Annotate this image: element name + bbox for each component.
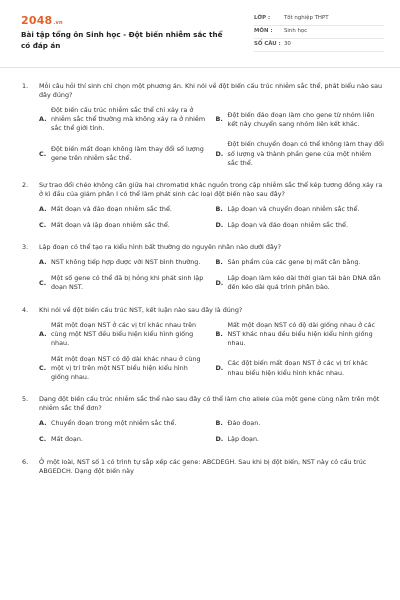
- option-a[interactable]: [39, 205, 208, 214]
- meta-value: Tốt nghiệp THPT: [284, 15, 329, 22]
- option-text: Đột biến mất đoạn không làm thay đổi số lượng gene trên nhiễm sắc thể.: [51, 145, 204, 163]
- option-key: D.: [215, 435, 224, 444]
- option-key: D.: [215, 149, 224, 158]
- option-b[interactable]: [216, 258, 385, 267]
- question-4: [22, 306, 384, 383]
- option-key: D.: [215, 363, 224, 372]
- option-c[interactable]: [39, 435, 208, 444]
- option-text: Đột biến cấu trúc nhiễm sắc thể chỉ xảy ra ở nhiễm sắc thể thường mà không xảy ra ở nhiễm sắc thể giới tính.: [51, 106, 206, 133]
- option-key: C.: [39, 221, 47, 230]
- option-text: Đột biến đảo đoạn làm cho gene từ nhóm liên kết này chuyển sang nhóm liên kết khác.: [227, 110, 375, 128]
- option-key: A.: [39, 329, 47, 338]
- option-key: B.: [215, 204, 223, 213]
- option-key: B.: [215, 419, 223, 428]
- option-text: Một số gene có thể đã bị hỏng khi phát sinh lặp đoạn NST.: [51, 274, 204, 292]
- option-text: Sản phẩm của các gene bị mất cân bằng.: [227, 258, 361, 267]
- option-b[interactable]: [216, 321, 385, 348]
- meta-key: SỐ CÂU :: [254, 41, 281, 48]
- option-key: C.: [39, 435, 47, 444]
- meta-key: MÔN :: [254, 28, 273, 35]
- option-text: Lặp đoạn làm kéo dài thời gian tái bản DNA dẫn đến kéo dài quá trình phân bào.: [227, 274, 381, 292]
- question-text: Mỗi câu hỏi thí sinh chỉ chọn một phương án. Khi nói về đột biến cấu trúc nhiễm sắc thể, phát biểu nào sau đây đúng?: [39, 82, 383, 100]
- option-d[interactable]: [216, 355, 385, 382]
- question-number: 4.: [22, 305, 29, 314]
- option-c[interactable]: [39, 355, 208, 382]
- question-3: [22, 243, 384, 292]
- logo-suffix: .vn: [53, 20, 63, 26]
- option-text: Mất một đoạn NST có độ dài giống nhau ở các NST khác nhau đều biểu hiện kiểu hình giống nhau.: [227, 320, 375, 347]
- option-c[interactable]: [39, 140, 208, 167]
- meta-row-class: [254, 13, 384, 26]
- option-text: Mất đoạn và đảo đoạn nhiễm sắc thể.: [51, 204, 172, 213]
- question-5: [22, 395, 384, 444]
- meta-value: 30: [284, 41, 291, 48]
- option-a[interactable]: [39, 419, 208, 428]
- option-key: C.: [39, 278, 47, 287]
- option-text: Mất một đoạn NST ở các vị trí khác nhau trên cùng một NST đều biểu hiện kiểu hình giống nhau.: [51, 320, 197, 347]
- meta-value: Sinh học: [284, 28, 308, 35]
- option-a[interactable]: [39, 258, 208, 267]
- question-6: [22, 458, 384, 476]
- question-text: Lặp đoạn có thể tạo ra kiểu hình bất thường do nguyên nhân nào dưới đây?: [39, 243, 281, 252]
- option-b[interactable]: [216, 419, 385, 428]
- option-d[interactable]: [216, 274, 385, 292]
- option-text: NST không tiếp hợp được với NST bình thường.: [51, 258, 201, 267]
- question-text: Khi nói về đột biến cấu trúc NST, kết luận nào sau đây là đúng?: [39, 305, 243, 314]
- option-d[interactable]: [216, 221, 385, 230]
- meta-key: LỚP :: [254, 15, 271, 22]
- option-text: Mất một đoạn NST có độ dài khác nhau ở cùng một vị trí trên một NST biểu hiện kiểu hình giống nhau.: [51, 354, 201, 382]
- option-key: B.: [215, 258, 223, 267]
- meta-row-count: [254, 39, 384, 52]
- option-key: B.: [215, 115, 223, 124]
- meta-row-subject: [254, 26, 384, 39]
- option-c[interactable]: [39, 221, 208, 230]
- logo-text: 2048: [21, 14, 53, 27]
- question-2: [22, 181, 384, 230]
- option-d[interactable]: [216, 435, 385, 444]
- question-text: Sự trao đổi chéo không cân giữa hai chromatid khác nguồn trong cặp nhiễm sắc thể kép tương đồng xảy ra ở kì đầu của giảm phân I có thể làm phát sinh các loại đột biến nào sau đây?: [39, 180, 383, 198]
- question-number: 1.: [22, 82, 29, 90]
- question-number: 3.: [22, 243, 29, 252]
- option-key: C.: [39, 149, 47, 158]
- question-text: Dạng đột biến cấu trúc nhiễm sắc thể nào sau đây có thể làm cho allele của một gene cùng nằm trên một nhiễm sắc thể đơn?: [39, 395, 380, 413]
- option-b[interactable]: [216, 106, 385, 133]
- question-text: Ở một loài, NST số 1 có trình tự sắp xếp các gene: ABCDEGH. Sau khi bị đột biến, NST này có cấu trúc ABGEDCH. Dạng đột biến này: [39, 457, 367, 475]
- question-list: [22, 82, 384, 489]
- option-key: A.: [39, 204, 47, 213]
- option-text: Đột biến chuyển đoạn có thể không làm thay đổi số lượng và thành phần gene của một nhiễm sắc thể.: [227, 140, 384, 167]
- option-text: Mất đoạn và lặp đoạn nhiễm sắc thể.: [51, 221, 170, 230]
- option-key: D.: [215, 278, 224, 287]
- question-number: 5.: [22, 395, 29, 404]
- question-number: 6.: [22, 457, 29, 466]
- option-text: Lặp đoạn.: [227, 435, 260, 444]
- option-text: Lặp đoạn và đảo đoạn nhiễm sắc thể.: [227, 221, 349, 230]
- option-key: A.: [39, 258, 47, 267]
- document-meta: [254, 13, 384, 52]
- option-key: D.: [215, 221, 224, 230]
- option-a[interactable]: [39, 321, 208, 348]
- option-key: C.: [39, 363, 47, 372]
- site-logo[interactable]: [21, 13, 63, 29]
- option-key: A.: [39, 115, 47, 124]
- option-text: Lặp đoạn và chuyển đoạn nhiễm sắc thể.: [227, 204, 360, 213]
- option-text: Đảo đoạn.: [227, 419, 261, 428]
- option-text: Các đột biến mất đoạn NST ở các vị trí khác nhau biểu hiện kiểu hình khác nhau.: [227, 359, 368, 377]
- option-key: B.: [215, 329, 223, 338]
- option-b[interactable]: [216, 205, 385, 214]
- option-text: Mất đoạn.: [51, 435, 83, 444]
- document-header: [0, 0, 400, 68]
- option-c[interactable]: [39, 274, 208, 292]
- option-a[interactable]: [39, 106, 208, 133]
- question-1: [22, 82, 384, 168]
- document-title: Bài tập tổng ôn Sinh học - Đột biến nhiễm sắc thể có đáp án: [21, 30, 223, 50]
- option-text: Chuyển đoạn trong một nhiễm sắc thể.: [51, 419, 177, 428]
- option-d[interactable]: [216, 140, 385, 167]
- option-key: A.: [39, 419, 47, 428]
- question-number: 2.: [22, 180, 29, 189]
